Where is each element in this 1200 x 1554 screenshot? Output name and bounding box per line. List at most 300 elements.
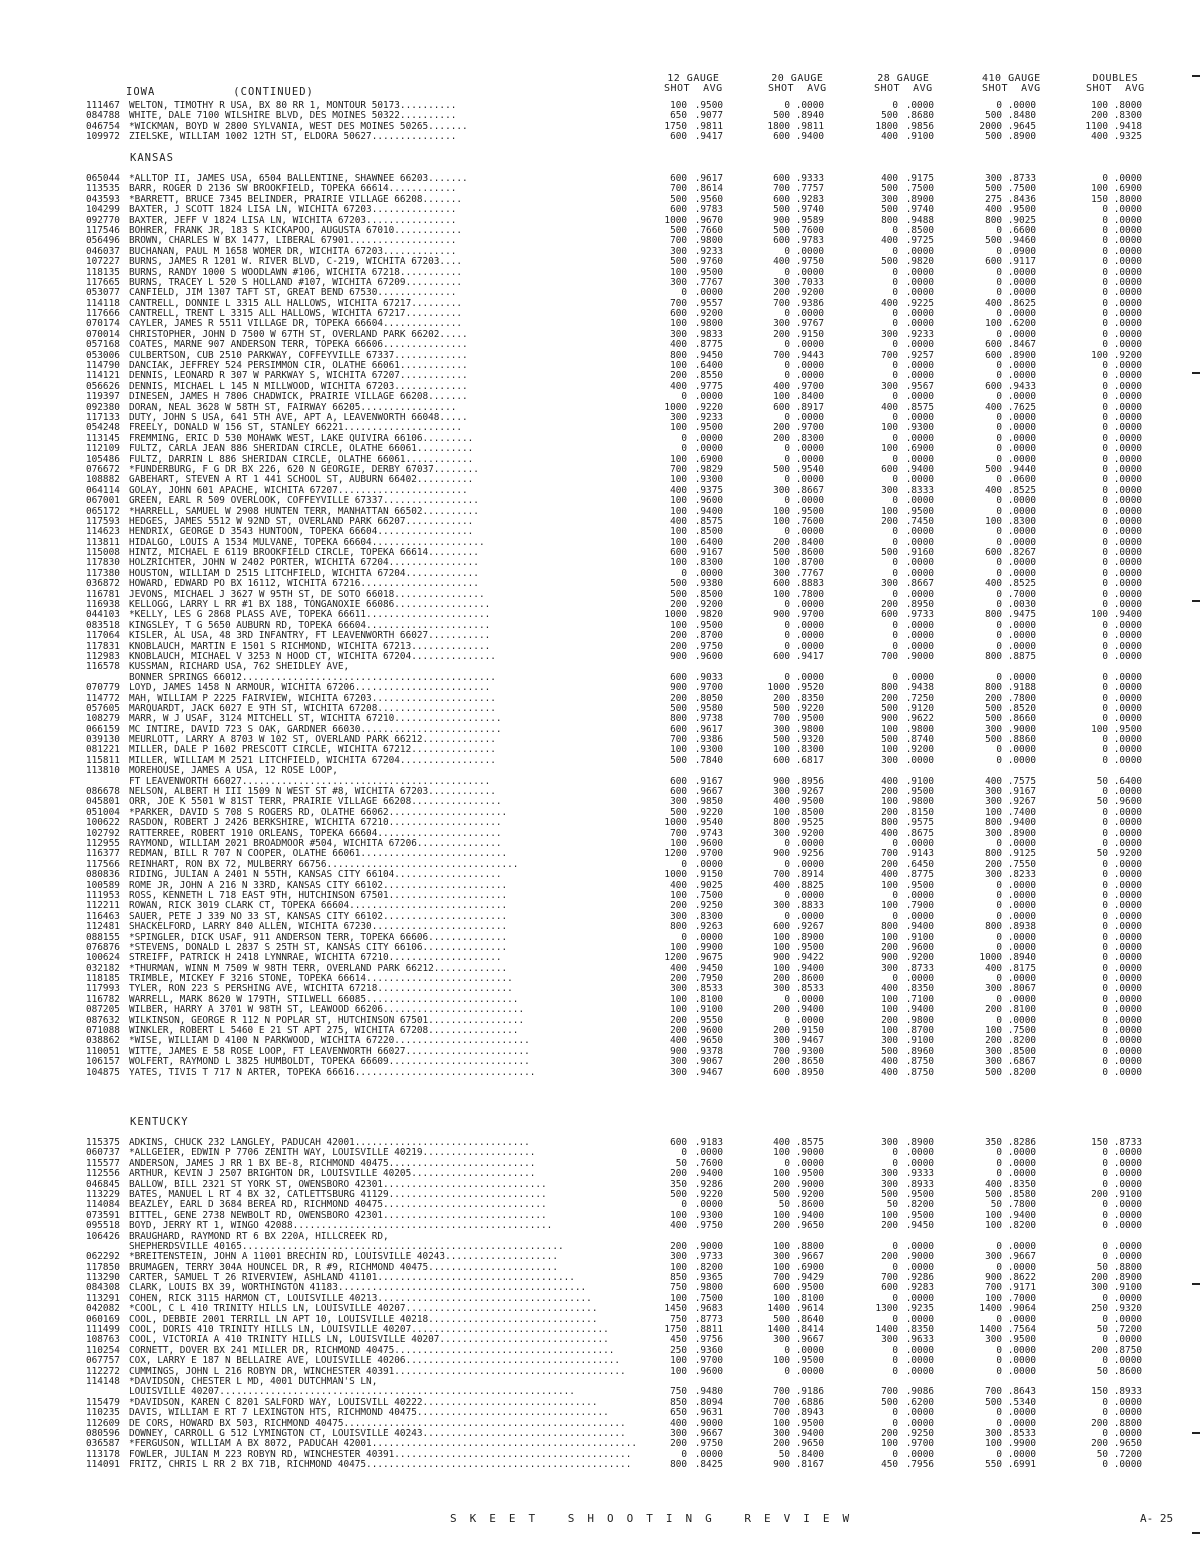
avg-28: .9286 — [905, 1272, 934, 1284]
avg-410: .9645 — [1007, 120, 1036, 132]
avg-doubles: .0000 — [1113, 702, 1142, 714]
shot-doubles: 0 — [1102, 422, 1108, 434]
shot-410: 500 — [985, 463, 1002, 475]
shot-doubles: 0 — [1102, 921, 1108, 933]
member-id: 045801 — [86, 796, 120, 808]
shooter-name-address: MAH, WILLIAM P 2225 FAIRVIEW, WICHITA 67203...................... — [129, 693, 496, 704]
shot-doubles: 0 — [1102, 1313, 1108, 1325]
shot-doubles: 0 — [1102, 256, 1108, 268]
shot-doubles: 0 — [1102, 702, 1108, 714]
member-id: 042082 — [86, 1303, 120, 1315]
shot-doubles: 0 — [1102, 744, 1108, 756]
avg-28: .0000 — [905, 910, 934, 922]
shooter-name-address: TRIMBLE, MICKEY F 3216 STONE, TOPEKA 66614.......................... — [129, 974, 513, 985]
avg-28: .0000 — [905, 1147, 934, 1159]
shooter-name-address: *SPINGLER, DICK USAF, 911 ANDERSON TERR, TOPEKA 66606.............. — [129, 932, 508, 943]
shot-20: 0 — [784, 411, 790, 423]
shot-12: 500 — [670, 1188, 687, 1200]
shot-20: 600 — [773, 921, 790, 933]
shot-12: 0 — [681, 443, 687, 455]
avg-12: .7500 — [694, 889, 723, 901]
avg-410: .0000 — [1007, 931, 1036, 943]
member-id: 067001 — [86, 495, 120, 507]
shot-12: 100 — [670, 422, 687, 434]
avg-20: .9200 — [795, 287, 824, 299]
avg-doubles: .0000 — [1113, 931, 1142, 943]
avg-20: .8350 — [795, 692, 824, 704]
member-id: 117850 — [86, 1261, 120, 1273]
shot-20: 200 — [773, 536, 790, 548]
avg-20: .0000 — [795, 671, 824, 683]
section-title: KANSAS — [130, 152, 174, 164]
avg-doubles: .0000 — [1113, 921, 1142, 933]
shot-doubles: 0 — [1102, 1292, 1108, 1304]
avg-28: .9120 — [905, 702, 934, 714]
shot-20: 500 — [773, 204, 790, 216]
avg-410: .0000 — [1007, 619, 1036, 631]
shooter-name-address: KUSSMAN, RICHARD USA, 762 SHEIDLEY AVE, — [129, 662, 350, 673]
gauge-title: DOUBLES — [1092, 73, 1139, 84]
shot-28: 0 — [892, 391, 898, 403]
member-id: 065172 — [86, 505, 120, 517]
shot-doubles: 0 — [1102, 214, 1108, 226]
avg-28: .8680 — [905, 110, 934, 122]
shot-28: 0 — [892, 360, 898, 372]
shot-28: 700 — [881, 1272, 898, 1284]
avg-28: .9500 — [905, 505, 934, 517]
shot-28: 100 — [881, 723, 898, 735]
gauge-sub: SHOT AVG — [982, 83, 1041, 94]
shot-doubles: 0 — [1102, 173, 1108, 184]
avg-20: .8600 — [795, 1199, 824, 1211]
shot-doubles: 0 — [1102, 235, 1108, 247]
shot-28: 0 — [892, 1344, 898, 1356]
shot-410: 500 — [985, 1066, 1002, 1078]
shot-28: 0 — [892, 276, 898, 288]
avg-410: .9500 — [1007, 1334, 1036, 1346]
avg-28: .8350 — [905, 1324, 934, 1336]
shot-doubles: 0 — [1102, 900, 1108, 912]
shot-28: 200 — [881, 1427, 898, 1439]
avg-doubles: .0000 — [1113, 474, 1142, 486]
shot-20: 700 — [773, 713, 790, 725]
avg-doubles: .8000 — [1113, 100, 1142, 111]
avg-410: .0000 — [1007, 1407, 1036, 1419]
avg-410: .0000 — [1007, 900, 1036, 912]
avg-12: .9067 — [694, 1056, 723, 1068]
shot-20: 600 — [773, 578, 790, 590]
shot-20: 1400 — [767, 1303, 790, 1315]
shot-12: 100 — [670, 1261, 687, 1273]
gauge-sub: SHOT AVG — [1086, 83, 1145, 94]
avg-20: .8900 — [795, 931, 824, 943]
member-id: 112983 — [86, 650, 120, 662]
member-id: 036587 — [86, 1438, 120, 1450]
gauge-title: 410 GAUGE — [982, 73, 1041, 84]
gauge-title: 20 GAUGE — [771, 73, 824, 84]
member-id: 060737 — [86, 1147, 120, 1159]
shooter-name-address: *BREITENSTEIN, JOHN A 11001 BRECHIN RD, LOUISVILLE 40243.................... — [129, 1252, 558, 1263]
shot-doubles: 0 — [1102, 391, 1108, 403]
shot-410: 500 — [985, 713, 1002, 725]
shot-28: 0 — [892, 1240, 898, 1252]
shot-doubles: 0 — [1102, 1178, 1108, 1190]
avg-410: .8350 — [1007, 1178, 1036, 1190]
avg-20: .9200 — [795, 827, 824, 839]
avg-28: .9400 — [905, 921, 934, 933]
shooter-name-address: BOYD, JERRY RT 1, WINGO 42088.............................................. — [129, 1221, 553, 1232]
shot-12: 500 — [670, 806, 687, 818]
avg-28: .9622 — [905, 713, 934, 725]
shot-20: 100 — [773, 391, 790, 403]
shot-12: 100 — [670, 889, 687, 901]
shot-28: 0 — [892, 432, 898, 444]
avg-12: .7660 — [694, 224, 723, 236]
avg-doubles: .0000 — [1113, 391, 1142, 403]
avg-12: .9600 — [694, 650, 723, 662]
member-id: 116377 — [86, 848, 120, 860]
shot-12: 0 — [681, 287, 687, 299]
avg-doubles: .0000 — [1113, 1056, 1142, 1068]
avg-410: .0000 — [1007, 567, 1036, 579]
avg-doubles: .0000 — [1113, 339, 1142, 351]
shot-410: 0 — [996, 1344, 1002, 1356]
gauge-sub: SHOT AVG — [768, 83, 827, 94]
avg-20: .0000 — [795, 474, 824, 486]
shot-410: 900 — [985, 1272, 1002, 1284]
avg-12: .9100 — [694, 1004, 723, 1016]
shot-20: 0 — [784, 889, 790, 901]
avg-12: .8533 — [694, 983, 723, 995]
shot-12: 850 — [670, 1396, 687, 1408]
avg-410: .0000 — [1007, 360, 1036, 372]
member-id: 107227 — [86, 256, 120, 268]
avg-410: .0000 — [1007, 422, 1036, 434]
avg-410: .8525 — [1007, 578, 1036, 590]
avg-410: .8100 — [1007, 1004, 1036, 1016]
shot-20: 800 — [773, 817, 790, 829]
shot-20: 500 — [773, 224, 790, 236]
shooter-name-address: KINGSLEY, T G 5650 AUBURN RD, TOPEKA 66604...................... — [129, 620, 491, 631]
avg-12: .9617 — [694, 723, 723, 735]
shot-12: 300 — [670, 1251, 687, 1263]
shot-28: 0 — [892, 318, 898, 330]
shot-20: 0 — [784, 619, 790, 631]
avg-28: .0000 — [905, 619, 934, 631]
avg-12: .8500 — [694, 588, 723, 600]
member-id: 112109 — [86, 443, 120, 455]
avg-20: .7600 — [795, 224, 824, 236]
shot-28: 100 — [881, 422, 898, 434]
avg-12: .8300 — [694, 557, 723, 569]
shot-doubles: 0 — [1102, 931, 1108, 943]
shot-12: 0 — [681, 391, 687, 403]
avg-doubles: .0000 — [1113, 983, 1142, 995]
shot-28: 0 — [892, 588, 898, 600]
avg-12: .9167 — [694, 547, 723, 559]
shot-12: 1000 — [664, 401, 687, 413]
shot-410: 0 — [996, 505, 1002, 517]
avg-12: .9500 — [694, 100, 723, 111]
avg-28: .9575 — [905, 817, 934, 829]
shot-20: 200 — [773, 287, 790, 299]
shooter-name-address: MC INTIRE, DAVID 723 S OAK, GARDNER 66030......................... — [129, 724, 502, 735]
avg-20: .9422 — [795, 952, 824, 964]
shot-20: 100 — [773, 1417, 790, 1429]
avg-20: .0000 — [795, 266, 824, 278]
shot-20: 100 — [773, 505, 790, 517]
shot-doubles: 0 — [1102, 879, 1108, 891]
shot-12: 400 — [670, 339, 687, 351]
shot-410: 0 — [996, 245, 1002, 257]
member-id: 076876 — [86, 941, 120, 953]
shot-12: 700 — [670, 297, 687, 309]
shot-12: 200 — [670, 630, 687, 642]
member-id: 114118 — [86, 297, 120, 309]
avg-410: .0000 — [1007, 391, 1036, 403]
avg-12: .0000 — [694, 287, 723, 299]
shot-410: 0 — [996, 432, 1002, 444]
avg-410: .0000 — [1007, 744, 1036, 756]
avg-410: .9440 — [1007, 463, 1036, 475]
avg-410: .8860 — [1007, 734, 1036, 746]
avg-20: .0000 — [795, 370, 824, 382]
avg-410: .8733 — [1007, 173, 1036, 184]
shot-28: 0 — [892, 671, 898, 683]
avg-12: .9450 — [694, 349, 723, 361]
avg-doubles: .9500 — [1113, 723, 1142, 735]
avg-20: .0000 — [795, 599, 824, 611]
shooter-name-address: DUTY, JOHN S USA, 641 5TH AVE, APT A, LEAVENWORTH 66048..... — [129, 412, 468, 423]
avg-20: .6817 — [795, 754, 824, 766]
shot-28: 900 — [881, 952, 898, 964]
shot-410: 0 — [996, 287, 1002, 299]
avg-28: .0000 — [905, 588, 934, 600]
avg-410: .0000 — [1007, 328, 1036, 340]
shot-doubles: 0 — [1102, 869, 1108, 881]
avg-doubles: .0000 — [1113, 1209, 1142, 1221]
avg-410: .8900 — [1007, 349, 1036, 361]
member-id: 114084 — [86, 1199, 120, 1211]
avg-410: .0000 — [1007, 1448, 1036, 1460]
avg-28: .8350 — [905, 983, 934, 995]
member-id: 112481 — [86, 921, 120, 933]
shot-410: 0 — [996, 443, 1002, 455]
avg-20: .9614 — [795, 1303, 824, 1315]
avg-doubles: .0000 — [1113, 858, 1142, 870]
shot-doubles: 200 — [1091, 1417, 1108, 1429]
shot-410: 800 — [985, 682, 1002, 694]
avg-12: .9600 — [694, 1365, 723, 1377]
avg-12: .8773 — [694, 1313, 723, 1325]
avg-20: .9500 — [795, 1168, 824, 1180]
shot-28: 400 — [881, 131, 898, 143]
avg-12: .9380 — [694, 578, 723, 590]
shot-28: 0 — [892, 526, 898, 538]
shooter-name-address: WITTE, JAMES E 58 ROSE LOOP, FT LEAVENWORTH 66027...................... — [129, 1046, 530, 1057]
avg-410: .9117 — [1007, 256, 1036, 268]
avg-20: .9333 — [795, 173, 824, 184]
avg-doubles: .0000 — [1113, 536, 1142, 548]
shot-410: 0 — [996, 941, 1002, 953]
shot-12: 650 — [670, 110, 687, 122]
avg-410: .0000 — [1007, 505, 1036, 517]
avg-doubles: .0000 — [1113, 1220, 1142, 1232]
member-id: 100624 — [86, 952, 120, 964]
shot-410: 400 — [985, 962, 1002, 974]
avg-12: .9760 — [694, 256, 723, 268]
shot-doubles: 0 — [1102, 557, 1108, 569]
avg-12: .9000 — [694, 1240, 723, 1252]
shooter-name-address: KELLOGG, LARRY L RR #1 BX 188, TONGANOXIE 66086................. — [129, 600, 491, 611]
member-id: 114772 — [86, 692, 120, 704]
avg-doubles: .8933 — [1113, 1386, 1142, 1398]
member-id: 038862 — [86, 1035, 120, 1047]
avg-12: .9500 — [694, 619, 723, 631]
avg-410: .9025 — [1007, 214, 1036, 226]
member-id: 112609 — [86, 1417, 120, 1429]
shooter-name-address: *COOL, C L 410 TRINITY HILLS LN, LOUISVILLE 40207.................................. — [129, 1304, 598, 1315]
shot-28: 0 — [892, 630, 898, 642]
shot-410: 500 — [985, 131, 1002, 143]
avg-20: .8700 — [795, 557, 824, 569]
shot-12: 50 — [675, 1157, 687, 1169]
shot-20: 500 — [773, 463, 790, 475]
avg-410: .8580 — [1007, 1188, 1036, 1200]
shot-20: 500 — [773, 1313, 790, 1325]
shot-12: 100 — [670, 838, 687, 849]
shooter-name-address: HEDGES, JAMES 5512 W 92ND ST, OVERLAND PARK 66207............ — [129, 516, 474, 527]
shooter-name-address: BONNER SPRINGS 66012............................................. — [129, 672, 496, 683]
shot-410: 200 — [985, 692, 1002, 704]
avg-410: .8286 — [1007, 1137, 1036, 1148]
shot-20: 100 — [773, 1240, 790, 1252]
avg-12: .9220 — [694, 401, 723, 413]
avg-20: .9500 — [795, 1417, 824, 1429]
shot-28: 0 — [892, 495, 898, 507]
member-id: 106157 — [86, 1056, 120, 1068]
shot-28: 500 — [881, 183, 898, 195]
shot-20: 100 — [773, 1261, 790, 1273]
shot-410: 400 — [985, 775, 1002, 787]
avg-28: .0000 — [905, 287, 934, 299]
shot-12: 200 — [670, 640, 687, 652]
avg-28: .9000 — [905, 650, 934, 662]
avg-doubles: .0000 — [1113, 547, 1142, 559]
member-id: 043593 — [86, 193, 120, 205]
avg-20: .0000 — [795, 858, 824, 870]
member-id: 111953 — [86, 889, 120, 901]
shot-doubles: 0 — [1102, 838, 1108, 849]
shot-doubles: 0 — [1102, 432, 1108, 444]
avg-doubles: .0000 — [1113, 484, 1142, 496]
shot-doubles: 0 — [1102, 692, 1108, 704]
avg-28: .9567 — [905, 380, 934, 392]
avg-12: .9775 — [694, 380, 723, 392]
avg-410: .0900 — [1007, 245, 1036, 257]
shot-20: 0 — [784, 1365, 790, 1377]
shot-410: 550 — [985, 1459, 1002, 1471]
shot-doubles: 0 — [1102, 495, 1108, 507]
avg-410: .0000 — [1007, 973, 1036, 985]
avg-12: .8575 — [694, 515, 723, 527]
avg-doubles: .0000 — [1113, 1240, 1142, 1252]
avg-doubles: .0000 — [1113, 952, 1142, 964]
shot-410: 300 — [985, 983, 1002, 995]
avg-20: .9500 — [795, 713, 824, 725]
avg-12: .8775 — [694, 339, 723, 351]
avg-28: .8667 — [905, 578, 934, 590]
shot-20: 0 — [784, 1344, 790, 1356]
shooter-name-address: COATES, MARNE 907 ANDERSON TERR, TOPEKA 66606............... — [129, 340, 468, 351]
avg-12: .9400 — [694, 1168, 723, 1180]
member-id: 084308 — [86, 1282, 120, 1294]
shot-410: 0 — [996, 754, 1002, 766]
avg-20: .9400 — [795, 131, 824, 143]
avg-doubles: .0000 — [1113, 204, 1142, 216]
shot-410: 0 — [996, 422, 1002, 434]
avg-doubles: .0000 — [1113, 266, 1142, 278]
avg-doubles: .0000 — [1113, 1459, 1142, 1471]
avg-20: .8943 — [795, 1407, 824, 1419]
shot-doubles: 0 — [1102, 1240, 1108, 1252]
shooter-name-address: *FERGUSON, WILLIAM A BX 8072, PADUCAH 42001............................................... — [129, 1439, 637, 1450]
section-title: KENTUCKY — [130, 1116, 189, 1128]
avg-28: .9257 — [905, 349, 934, 361]
shooter-name-address: WHITE, DALE 7100 WILSHIRE BLVD, DES MOINES 50322.......... — [129, 111, 457, 122]
shot-20: 600 — [773, 131, 790, 143]
shot-doubles: 0 — [1102, 1004, 1108, 1016]
shooter-name-address: JEVONS, MICHAEL J 3627 W 95TH ST, DE SOTO 66018................ — [129, 589, 485, 600]
shot-12: 200 — [670, 599, 687, 611]
shot-20: 700 — [773, 1272, 790, 1284]
shot-410: 1000 — [979, 952, 1002, 964]
avg-20: .9700 — [795, 422, 824, 434]
avg-28: .9800 — [905, 796, 934, 808]
avg-20: .0000 — [795, 526, 824, 538]
shot-28: 1800 — [875, 120, 898, 132]
avg-doubles: .9600 — [1113, 796, 1142, 808]
shooter-name-address: MILLER, WILLIAM M 2521 LITCHFIELD, WICHITA 67204................. — [129, 755, 496, 766]
shot-doubles: 0 — [1102, 401, 1108, 413]
avg-20: .9750 — [795, 256, 824, 268]
member-id: 100589 — [86, 879, 120, 891]
shot-doubles: 50 — [1096, 1448, 1108, 1460]
avg-12: .9540 — [694, 817, 723, 829]
shot-12: 1000 — [664, 609, 687, 621]
avg-410: .0000 — [1007, 838, 1036, 849]
shot-410: 350 — [985, 1137, 1002, 1148]
avg-doubles: .0000 — [1113, 297, 1142, 309]
shooter-name-address: FULTZ, DARRIN L 886 SHERIDAN CIRCLE, OLATHE 66061............ — [129, 454, 474, 465]
shot-doubles: 0 — [1102, 318, 1108, 330]
shot-20: 600 — [773, 754, 790, 766]
member-id: 114091 — [86, 1459, 120, 1471]
shot-28: 800 — [881, 214, 898, 226]
avg-12: .9738 — [694, 713, 723, 725]
avg-410: .8525 — [1007, 484, 1036, 496]
shot-doubles: 0 — [1102, 1199, 1108, 1211]
shooter-name-address: DORAN, NEAL 3628 W 58TH ST, FAIRWAY 66205................. — [129, 402, 457, 413]
shot-410: 100 — [985, 1209, 1002, 1221]
shooter-name-address: CULBERTSON, CUB 2510 PARKWAY, COFFEYVILLE 67337............. — [129, 350, 468, 361]
shot-20: 200 — [773, 328, 790, 340]
avg-12: .9900 — [694, 941, 723, 953]
avg-20: .0000 — [795, 630, 824, 642]
avg-28: .8740 — [905, 734, 934, 746]
shot-410: 500 — [985, 235, 1002, 247]
shot-doubles: 0 — [1102, 1334, 1108, 1346]
